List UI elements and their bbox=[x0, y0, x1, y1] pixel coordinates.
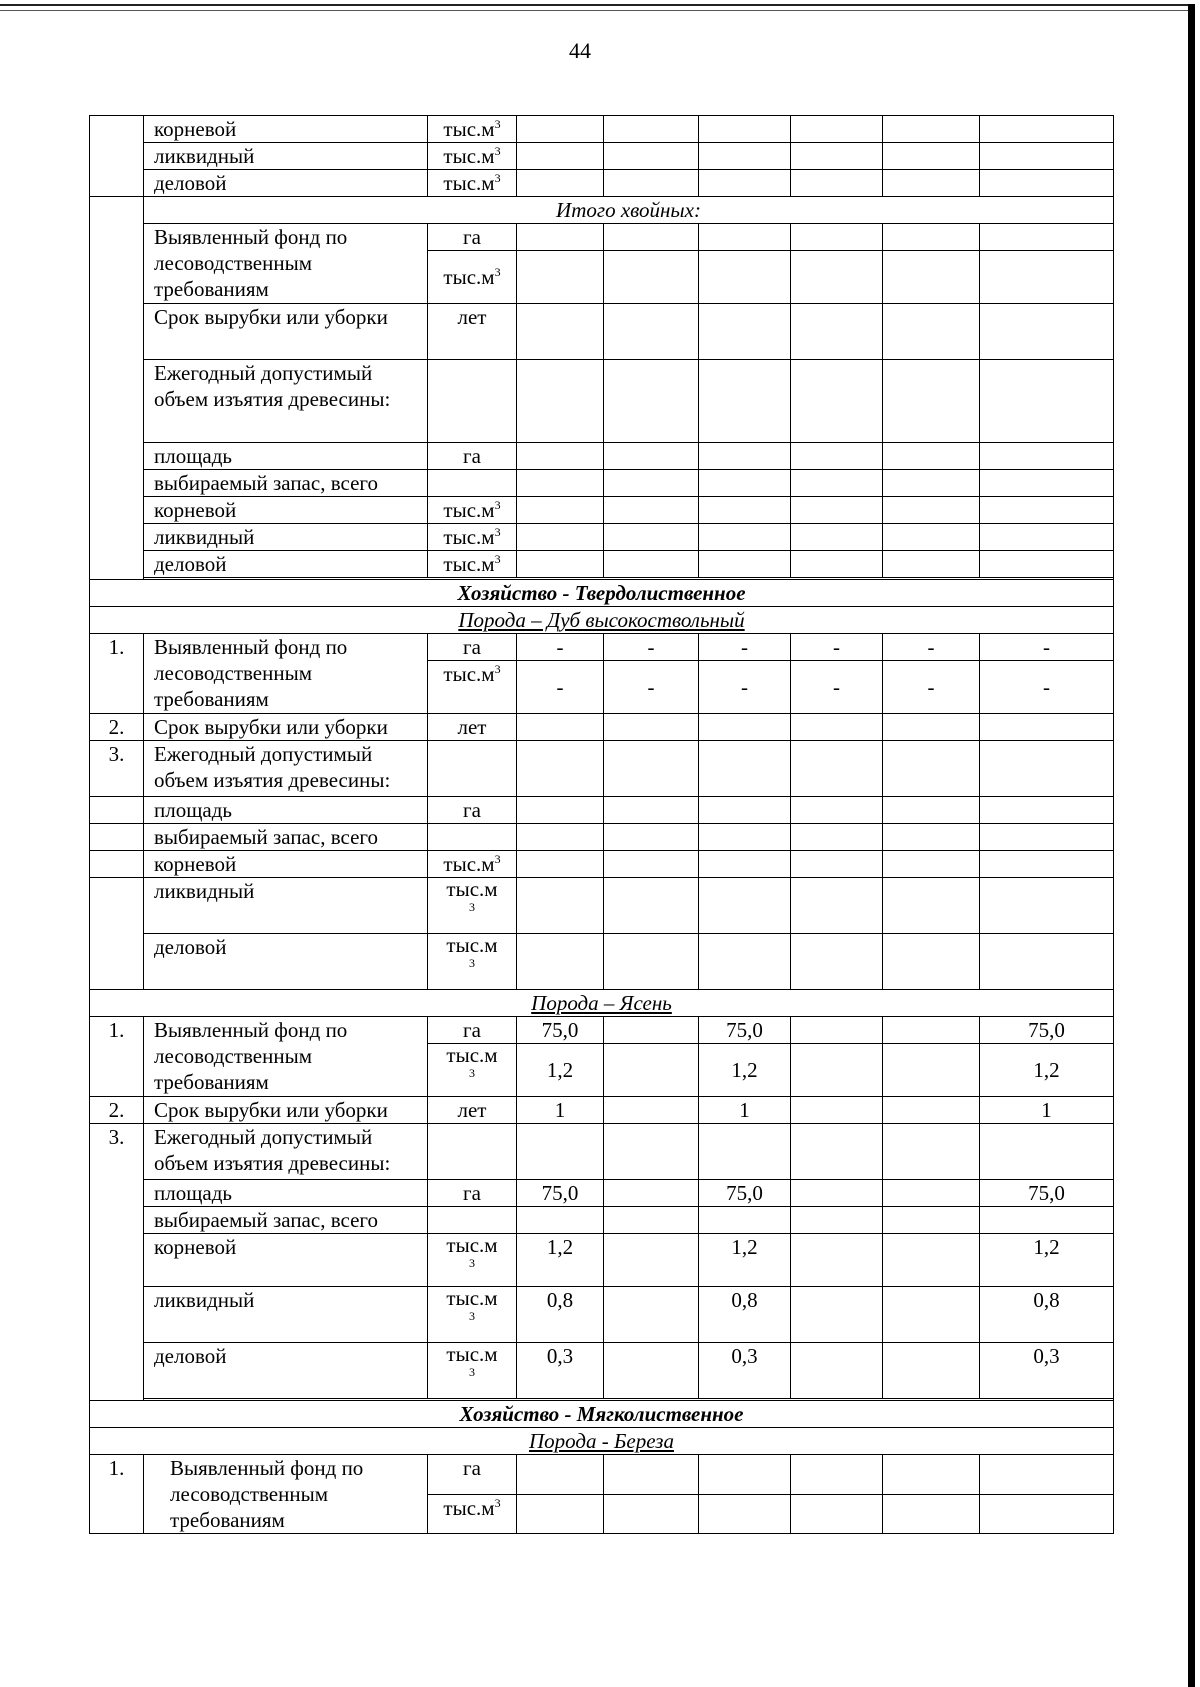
section-row bbox=[90, 580, 1114, 607]
table-row: 1. Выявленный фонд по лесоводственным требованиям га 75,0 75,0 75,0 bbox=[90, 1017, 1114, 1044]
unit-cell: га bbox=[428, 797, 517, 824]
unit-cell: $тыс.м^3$ bbox=[428, 251, 517, 304]
table-row bbox=[90, 360, 1114, 443]
unit-cell: тыс.м 3 bbox=[428, 1343, 517, 1399]
top-border-line-thin bbox=[0, 10, 1190, 11]
table-row bbox=[90, 224, 1114, 251]
table-row bbox=[90, 1207, 1114, 1234]
row-label: корневой bbox=[144, 116, 428, 143]
row-label: Выявленный фонд по лесоводственным требованиям bbox=[144, 1017, 428, 1097]
row-label: выбираемый запас, всего bbox=[144, 1207, 428, 1234]
unit-cell: $тыс.м^3$ bbox=[428, 116, 517, 143]
table-row bbox=[90, 714, 1114, 741]
row-label: ликвидный bbox=[144, 524, 428, 551]
unit-cell: тыс.м 3 bbox=[428, 934, 517, 990]
table-row bbox=[90, 443, 1114, 470]
section-row bbox=[90, 990, 1114, 1017]
table-row: $тыс.м^3$ - - - - - - bbox=[90, 661, 1114, 714]
row-label: Выявленный фонд по лесоводственным требованиям bbox=[144, 1455, 428, 1534]
row-number: 3. bbox=[90, 741, 144, 797]
section-title-poroda-bereza: Порода - Береза bbox=[90, 1428, 1114, 1455]
row-label: деловой bbox=[144, 551, 428, 578]
table-row: 2. Срок вырубки или уборки лет 1 1 1 bbox=[90, 1097, 1114, 1124]
row-number: 2. bbox=[90, 714, 144, 741]
table-row bbox=[90, 143, 1114, 170]
section-title-poroda-dub: Порода – Дуб высокоствольный bbox=[90, 607, 1114, 634]
section-row bbox=[90, 1428, 1114, 1455]
unit-cell: $тыс.м^3$ bbox=[428, 551, 517, 578]
row-label: ликвидный bbox=[144, 143, 428, 170]
row-label: ликвидный bbox=[144, 878, 428, 934]
unit-cell: $тыс.м^3$ bbox=[428, 851, 517, 878]
table-row bbox=[90, 170, 1114, 197]
row-label: деловой bbox=[144, 170, 428, 197]
row-label: деловой bbox=[144, 934, 428, 990]
table-row bbox=[90, 470, 1114, 497]
table-row: тыс.м 3 1,2 1,2 1,2 bbox=[90, 1044, 1114, 1097]
section-row bbox=[90, 607, 1114, 634]
unit-cell: $тыс.м^3$ bbox=[428, 661, 517, 714]
unit-cell: га bbox=[428, 443, 517, 470]
row-label: Выявленный фонд по лесоводственным требованиям bbox=[144, 224, 428, 304]
row-label: Ежегодный допустимый объем изъятия древесины: bbox=[144, 741, 428, 797]
row-number: 1. bbox=[90, 634, 144, 714]
row-number: 1. bbox=[90, 1455, 144, 1534]
row-label: корневой bbox=[144, 497, 428, 524]
table-row bbox=[90, 524, 1114, 551]
row-label: Ежегодный допустимый объем изъятия древесины: bbox=[144, 1124, 428, 1180]
unit-cell: тыс.м 3 bbox=[428, 1234, 517, 1287]
unit-cell: $тыс.м^3$ bbox=[428, 143, 517, 170]
row-label: Ежегодный допустимый объем изъятия древесины: bbox=[144, 360, 428, 443]
table-row bbox=[90, 741, 1114, 797]
row-label: корневой bbox=[144, 851, 428, 878]
unit-cell: $тыс.м^3$ bbox=[428, 497, 517, 524]
row-label: ликвидный bbox=[144, 1287, 428, 1343]
row-label: площадь bbox=[144, 1180, 428, 1207]
table-row bbox=[90, 304, 1114, 360]
row-number: 3. bbox=[90, 1124, 144, 1401]
unit-cell: $тыс.м^3$ bbox=[428, 1494, 517, 1534]
table-row bbox=[90, 878, 1114, 934]
section-row bbox=[90, 1401, 1114, 1428]
row-label: Срок вырубки или уборки bbox=[144, 304, 428, 360]
row-label: площадь bbox=[144, 797, 428, 824]
table-row bbox=[90, 116, 1114, 143]
table-row: ликвидный тыс.м 3 0,8 0,8 0,8 bbox=[90, 1287, 1114, 1343]
forest-use-table bbox=[89, 115, 1114, 1534]
top-border-line bbox=[0, 4, 1190, 6]
row-label: выбираемый запас, всего bbox=[144, 470, 428, 497]
unit-cell: $тыс.м^3$ bbox=[428, 170, 517, 197]
unit-cell: тыс.м 3 bbox=[428, 1287, 517, 1343]
row-number-cell bbox=[90, 197, 144, 580]
table-row: корневой тыс.м 3 1,2 1,2 1,2 bbox=[90, 1234, 1114, 1287]
table-row bbox=[90, 1124, 1114, 1180]
right-border-bar bbox=[1188, 4, 1195, 1687]
section-title-hoz-tverdo: Хозяйство - Твердолиственное bbox=[90, 580, 1114, 607]
row-label: корневой bbox=[144, 1234, 428, 1287]
row-label: площадь bbox=[144, 443, 428, 470]
row-number: 2. bbox=[90, 1097, 144, 1124]
forest-table-sheet bbox=[89, 115, 1113, 1534]
row-label: Срок вырубки или уборки bbox=[144, 1097, 428, 1124]
unit-cell: лет bbox=[428, 714, 517, 741]
unit-cell: лет bbox=[428, 304, 517, 360]
table-row bbox=[90, 797, 1114, 824]
table-row bbox=[90, 551, 1114, 578]
table-row bbox=[90, 497, 1114, 524]
unit-cell: га bbox=[428, 1455, 517, 1495]
page-number: 44 bbox=[569, 38, 591, 63]
row-number: 1. bbox=[90, 1017, 144, 1097]
row-label: Выявленный фонд по лесоводственным требованиям bbox=[144, 634, 428, 714]
table-row: деловой тыс.м 3 0,3 0,3 0,3 bbox=[90, 1343, 1114, 1399]
section-row bbox=[90, 197, 1114, 224]
unit-cell: $тыс.м^3$ bbox=[428, 524, 517, 551]
table-row: площадь га 75,0 75,0 75,0 bbox=[90, 1180, 1114, 1207]
section-title-poroda-yasen: Порода – Ясень bbox=[90, 990, 1114, 1017]
table-row bbox=[90, 1455, 1114, 1495]
row-label: Срок вырубки или уборки bbox=[144, 714, 428, 741]
unit-cell: га bbox=[428, 1017, 517, 1044]
table-row bbox=[90, 934, 1114, 990]
row-label: деловой bbox=[144, 1343, 428, 1399]
unit-cell: га bbox=[428, 634, 517, 661]
unit-cell: тыс.м 3 bbox=[428, 1044, 517, 1097]
table-row bbox=[90, 851, 1114, 878]
unit-cell: га bbox=[428, 224, 517, 251]
table-row bbox=[90, 824, 1114, 851]
section-title-itogo: Итого хвойных: bbox=[144, 197, 1114, 224]
unit-cell: тыс.м 3 bbox=[428, 878, 517, 934]
unit-cell: га bbox=[428, 1180, 517, 1207]
row-label: выбираемый запас, всего bbox=[144, 824, 428, 851]
section-title-hoz-myagko: Хозяйство - Мягколиственное bbox=[90, 1401, 1114, 1428]
unit-cell: лет bbox=[428, 1097, 517, 1124]
row-number-cell bbox=[90, 116, 144, 197]
table-row: 1. Выявленный фонд по лесоводственным требованиям га - - - - - - bbox=[90, 634, 1114, 661]
